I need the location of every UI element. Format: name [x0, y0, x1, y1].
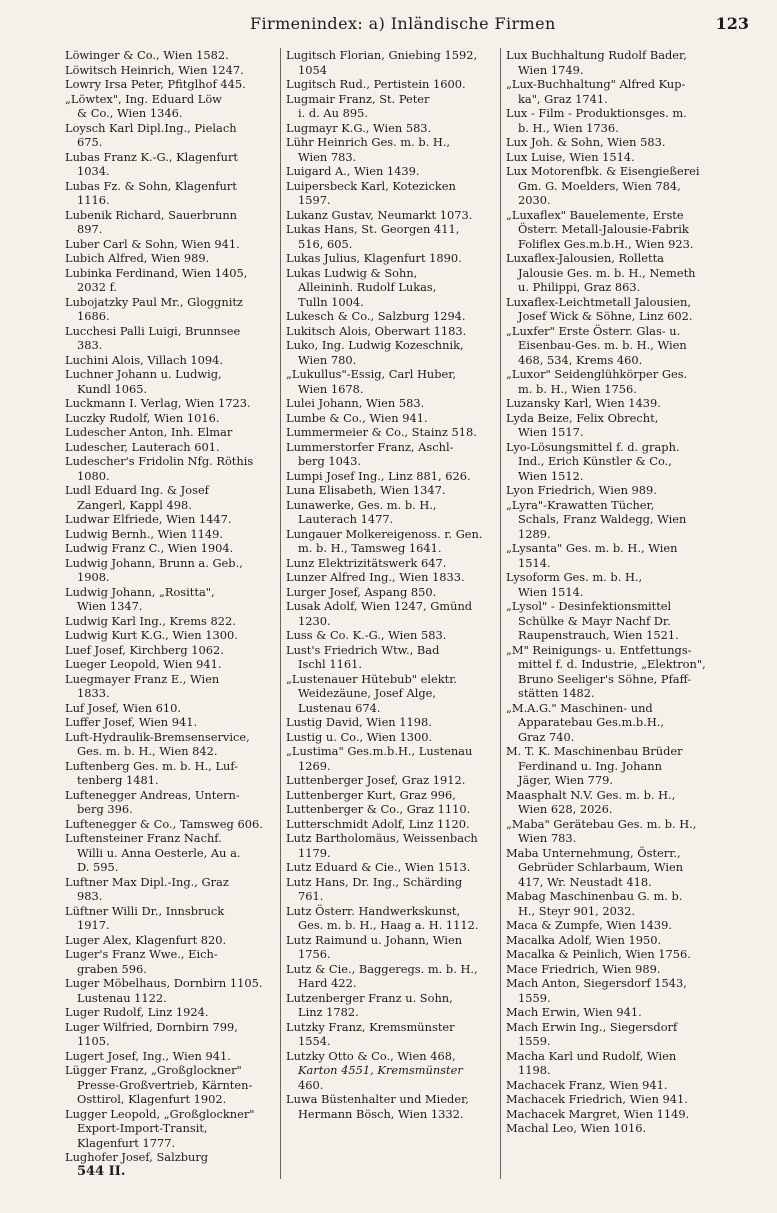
index-entry-line: Lubinka Ferdinand, Wien 1405,: [65, 265, 248, 280]
index-entry-line: Lughofer Josef, Salzburg: [65, 1150, 209, 1164]
index-entry-line: Schülke & Mayr Nachf Dr.: [518, 613, 671, 628]
index-entry-line: Kundl 1065.: [77, 381, 148, 396]
index-entry-line: Lutzky Otto & Co., Wien 468,: [286, 1048, 456, 1063]
index-entry-line: Luko, Ing. Ludwig Kozeschnik,: [286, 338, 464, 352]
index-entry-line: b. H., Wien 1736.: [518, 120, 619, 135]
page-header: [60, 8, 757, 48]
index-entry-line: Ludwig Johann, Brunn a. Geb.,: [65, 555, 243, 570]
index-entry-line: 1756.: [298, 947, 331, 961]
index-entry-line: Luttenberger & Co., Graz 1110.: [286, 802, 471, 816]
index-entry-line: „Maba" Gerätebau Ges. m. b. H.,: [506, 816, 697, 831]
index-entry-line: Lubich Alfred, Wien 989.: [65, 251, 210, 265]
index-entry-line: Lugmayr K.G., Wien 583.: [286, 120, 432, 135]
index-entry-line: Lutzky Franz, Kremsmünster: [286, 1019, 455, 1034]
index-entry-line: Lunz Elektrizitätswerk 647.: [286, 555, 447, 570]
index-entry-line: Lunzer Alfred Ing., Wien 1833.: [286, 570, 465, 584]
index-entry-line: 2032 f.: [77, 280, 118, 294]
index-entry-line: 1597.: [298, 193, 331, 207]
index-entry-line: Ges. m. b. H., Haag a. H. 1112.: [298, 918, 479, 932]
index-entry-line: 516, 605.: [298, 236, 353, 251]
index-entry-line: Lubenik Richard, Sauerbrunn: [65, 207, 237, 222]
index-entry-line: „Lysol" - Desinfektionsmittel: [506, 599, 672, 613]
index-entry-line: Lutz Eduard & Cie., Wien 1513.: [286, 860, 471, 874]
index-entry-line: Luftenegger & Co., Tamsweg 606.: [65, 816, 263, 831]
index-entry-line: Ludwig Bernh., Wien 1149.: [65, 526, 224, 541]
index-entry-line: Luxaflex-Leichtmetall Jalousien,: [506, 294, 691, 309]
index-entry-line: Lux Luise, Wien 1514.: [506, 149, 635, 164]
index-entry-line: Tulln 1004.: [298, 294, 364, 309]
index-entry-line: Machacek Franz, Wien 941.: [506, 1077, 668, 1092]
index-entry-line: Lukas Julius, Klagenfurt 1890.: [286, 251, 462, 265]
index-entry-line: Lutz & Cie., Baggeregs. m. b. H.,: [286, 961, 478, 976]
index-entry-line: Ludwig Kurt K.G., Wien 1300.: [65, 628, 238, 642]
index-entry-line: Lyon Friedrich, Wien 989.: [506, 483, 657, 497]
index-entry-line: Klagenfurt 1777.: [77, 1135, 176, 1150]
index-entry-line: 1917.: [77, 918, 110, 932]
index-entry-line: Lukas Ludwig & Sohn,: [286, 265, 418, 280]
index-entry-line: Raupenstrauch, Wien 1521.: [518, 628, 679, 642]
index-entry-line: Lyda Beize, Felix Obrecht,: [506, 410, 659, 425]
index-entry-line: Jalousie Ges. m. b. H., Nemeth: [518, 265, 696, 280]
index-entry-line: Ludescher, Lauterach 601.: [65, 439, 220, 454]
index-entry-line: Graz 740.: [518, 729, 575, 744]
index-entry-line: Lummerstorfer Franz, Aschl-: [286, 439, 454, 454]
index-entry-line: Lutz Raimund u. Johann, Wien: [286, 932, 463, 947]
index-entry-line: Luxaflex-Jalousien, Rolletta: [506, 251, 664, 265]
index-entry-line: berg 1043.: [298, 454, 361, 468]
index-entry-line: 1230.: [298, 613, 331, 628]
index-entry-line: stätten 1482.: [518, 686, 595, 700]
index-entry-line: Lugert Josef, Ing., Wien 941.: [65, 1048, 231, 1063]
index-entry-line: Luttenberger Kurt, Graz 996,: [286, 787, 456, 802]
index-entry-line: Lysoform Ges. m. b. H.,: [506, 570, 643, 584]
index-entry-line: Luef Josef, Kirchberg 1062.: [65, 642, 224, 657]
index-entry-line: Bruno Seeliger's Söhne, Pfaff-: [518, 671, 692, 686]
index-entry-line: Lugitsch Florian, Gniebing 1592,: [286, 48, 478, 62]
index-entry-line: Luffer Josef, Wien 941.: [65, 715, 198, 729]
index-entry-line: Zangerl, Kappl 498.: [77, 497, 192, 512]
index-entry-line: Wien 628, 2026.: [518, 802, 613, 816]
index-entry-line: Lux Motorenfbk. & Eisengießerei: [506, 164, 700, 178]
index-entry-line: Lugger Leopold, „Großglockner": [65, 1106, 255, 1121]
index-entry-line: Macalka Adolf, Wien 1950.: [506, 932, 662, 947]
index-entry-line: Lüftner Willi Dr., Innsbruck: [65, 903, 225, 918]
index-entry-line: Luber Carl & Sohn, Wien 941.: [65, 236, 240, 251]
index-entry-line: Luger Wilfried, Dornbirn 799,: [65, 1019, 238, 1034]
index-entry-line: 1289.: [518, 526, 551, 541]
index-entry-line: Linz 1782.: [298, 1005, 359, 1019]
index-entry-line: Maca & Zumpfe, Wien 1439.: [506, 918, 673, 932]
index-entry-line: Gm. G. Moelders, Wien 784,: [518, 178, 681, 193]
index-entry-line: Ludescher's Fridolin Nfg. Röthis: [65, 454, 254, 468]
index-entry-line: 1908.: [77, 570, 110, 584]
index-entry-line: Lugmair Franz, St. Peter: [286, 91, 430, 106]
index-entry-line: „Luxor" Seidenglühkörper Ges.: [506, 367, 688, 381]
index-entry-line: „Löwtex", Ing. Eduard Löw: [65, 91, 222, 106]
index-entry-line: Luf Josef, Wien 610.: [65, 700, 182, 715]
index-entry-line: Osttirol, Klagenfurt 1902.: [77, 1092, 227, 1106]
index-entry-line: Wien 1512.: [518, 468, 584, 483]
index-entry-line: Jäger, Wien 779.: [518, 773, 614, 787]
index-entry-line: Hermann Bösch, Wien 1332.: [298, 1106, 464, 1121]
index-entry-line: Mace Friedrich, Wien 989.: [506, 961, 661, 976]
index-entry-line: Lühr Heinrich Ges. m. b. H.,: [286, 135, 451, 149]
index-entry-line: Luna Elisabeth, Wien 1347.: [286, 483, 446, 497]
index-entry-line: Wien 1347.: [77, 599, 143, 613]
index-entry-line: Lust's Friedrich Wtw., Bad: [286, 642, 440, 657]
index-entry-line: 1105.: [77, 1034, 110, 1048]
index-entry-line: Lyo-Lösungsmittel f. d. graph.: [506, 439, 680, 454]
index-entry-line: Ischl 1161.: [298, 657, 362, 671]
index-entry-line: Lunawerke, Ges. m. b. H.,: [286, 497, 437, 512]
index-entry-line: Karton 4551, Kremsmünster: [298, 1063, 463, 1077]
index-entry-line: Apparatebau Ges.m.b.H.,: [518, 715, 665, 729]
index-entry-line: 1559.: [518, 1034, 551, 1048]
index-entry-line: Lügger Franz, „Großglockner": [65, 1063, 242, 1077]
index-entry-line: 761.: [298, 889, 324, 903]
index-entry-line: Luftner Max Dipl.-Ing., Graz: [65, 874, 229, 889]
index-entry-line: Gebrüder Schlarbaum, Wien: [518, 860, 684, 874]
index-entry-line: Presse-Großvertrieb, Kärnten-: [77, 1077, 253, 1092]
index-entry-line: tenberg 1481.: [77, 773, 159, 787]
index-entry-line: m. b. H., Wien 1756.: [518, 381, 637, 396]
index-entry-line: „Lukullus"-Essig, Carl Huber,: [286, 367, 457, 381]
index-entry-line: Maasphalt N.V. Ges. m. b. H.,: [506, 787, 676, 802]
index-column-3: [500, 48, 721, 1179]
index-entry-line: „Lux-Buchhaltung" Alfred Kup-: [506, 77, 686, 91]
index-entry-line: Lumbe & Co., Wien 941.: [286, 410, 428, 425]
index-entry-line: Lutz Österr. Handwerkskunst,: [286, 903, 461, 918]
index-entry-line: 1554.: [298, 1034, 331, 1048]
index-entry-line: Lux - Film - Produktionsges. m.: [506, 106, 687, 120]
index-entry-line: 383.: [77, 338, 103, 352]
index-entry-line: Machacek Margret, Wien 1149.: [506, 1106, 690, 1121]
index-entry-line: Lubojatzky Paul Mr., Gloggnitz: [65, 294, 243, 309]
index-entry-line: Lugitsch Rud., Pertistein 1600.: [286, 77, 466, 91]
index-entry-line: Lueger Leopold, Wien 941.: [65, 657, 222, 671]
index-entry-line: Österr. Metall-Jalousie-Fabrik: [518, 222, 689, 236]
index-entry-line: 544 II.: [77, 1164, 126, 1179]
index-entry-line: 1080.: [77, 468, 110, 483]
index-entry-line: Lukanz Gustav, Neumarkt 1073.: [286, 207, 473, 222]
index-entry-line: Foliflex Ges.m.b.H., Wien 923.: [518, 236, 694, 251]
index-entry-line: Lutterschmidt Adolf, Linz 1120.: [286, 816, 470, 831]
index-entry-line: 1179.: [298, 845, 331, 860]
index-entry-line: „M.A.G." Maschinen- und: [506, 700, 653, 715]
index-entry-line: Wien 1678.: [298, 381, 364, 396]
index-entry-line: i. d. Au 895.: [298, 106, 368, 120]
index-entry-line: Schals, Franz Waldegg, Wien: [518, 512, 687, 526]
index-entry-line: Lutz Hans, Dr. Ing., Schärding: [286, 874, 463, 889]
index-entry-line: Löwitsch Heinrich, Wien 1247.: [65, 62, 244, 77]
index-entry-line: Ludl Eduard Ing. & Josef: [65, 483, 209, 497]
index-entry-line: Lukas Hans, St. Georgen 411,: [286, 222, 460, 236]
index-entry-line: „Lyra"-Krawatten Tücher,: [506, 497, 655, 512]
index-entry-line: Lutzenberger Franz u. Sohn,: [286, 990, 453, 1005]
index-entry-line: 468, 534, Krems 460.: [518, 352, 643, 367]
index-entry-line: Luger Rudolf, Linz 1924.: [65, 1005, 209, 1019]
index-entry-line: Lustig David, Wien 1198.: [286, 715, 432, 729]
index-entry-line: Ludwig Johann, „Rositta",: [65, 584, 215, 599]
index-entry-line: Luftenegger Andreas, Untern-: [65, 787, 240, 802]
index-entry-line: Lukesch & Co., Salzburg 1294.: [286, 309, 466, 323]
index-entry-line: Hard 422.: [298, 976, 357, 990]
index-column-1: [60, 48, 278, 1179]
index-entry-line: Machal Leo, Wien 1016.: [506, 1121, 647, 1135]
index-entry-line: Lustig u. Co., Wien 1300.: [286, 729, 433, 744]
index-entry-line: Luger Alex, Klagenfurt 820.: [65, 932, 227, 947]
index-entry-line: 1559.: [518, 990, 551, 1005]
index-entry-line: Loysch Karl Dipl.Ing., Pielach: [65, 120, 237, 135]
index-entry-line: Wien 783.: [518, 831, 577, 845]
index-entry-line: Luttenberger Josef, Graz 1912.: [286, 773, 466, 787]
index-entry-line: Lusak Adolf, Wien 1247, Gmünd: [286, 599, 473, 613]
index-entry-line: Lustenau 1122.: [77, 990, 167, 1005]
index-entry-line: „M" Reinigungs- u. Entfettungs-: [506, 642, 692, 657]
index-entry-line: „Lustima" Ges.m.b.H., Lustenau: [286, 744, 473, 758]
index-entry-line: 460.: [298, 1077, 324, 1092]
index-entry-line: Luger's Franz Wwe., Eich-: [65, 947, 218, 961]
index-entry-line: Wien 1749.: [518, 62, 584, 77]
page-number: 123: [715, 14, 749, 33]
index-entry-line: Löwinger & Co., Wien 1582.: [65, 48, 229, 62]
index-entry-line: Luchini Alois, Villach 1094.: [65, 352, 224, 367]
index-entry-line: Maba Unternehmung, Österr.,: [506, 845, 681, 860]
index-entry-line: Lauterach 1477.: [298, 512, 394, 526]
index-entry-line: 1034.: [77, 164, 110, 178]
index-entry-line: 675.: [77, 135, 103, 149]
index-entry-line: graben 596.: [77, 961, 147, 976]
index-entry-line: Mach Erwin Ing., Siegersdorf: [506, 1019, 678, 1034]
index-entry-line: Luzansky Karl, Wien 1439.: [506, 396, 661, 410]
index-entry-line: Lukitsch Alois, Oberwart 1183.: [286, 323, 467, 338]
index-entry-line: Ludescher Anton, Inh. Elmar: [65, 425, 233, 439]
index-entry-line: Eisenbau-Ges. m. b. H., Wien: [518, 338, 687, 352]
index-entry-line: Wien 1514.: [518, 584, 584, 599]
index-entry-line: 1198.: [518, 1063, 551, 1077]
index-entry-line: 897.: [77, 222, 103, 236]
index-entry-line: Luss & Co. K.-G., Wien 583.: [286, 628, 447, 642]
index-entry-line: M. T. K. Maschinenbau Brüder: [506, 744, 683, 758]
index-entry-line: 2030.: [518, 193, 551, 207]
index-entry-line: Weidezäune, Josef Alge,: [298, 686, 437, 700]
index-entry-line: Luftensteiner Franz Nachf.: [65, 831, 222, 845]
index-entry-line: Mach Erwin, Wien 941.: [506, 1005, 642, 1019]
index-entry-line: Lungauer Molkereigenoss. r. Gen.: [286, 526, 483, 541]
index-entry-line: Lubas Fz. & Sohn, Klagenfurt: [65, 178, 237, 193]
index-entry-line: Lux Joh. & Sohn, Wien 583.: [506, 135, 666, 149]
index-entry-line: mittel f. d. Industrie, „Elektron",: [518, 657, 706, 671]
index-entry-line: „Lysanta" Ges. m. b. H., Wien: [506, 541, 678, 555]
index-entry-line: Luger Möbelhaus, Dornbirn 1105.: [65, 976, 263, 990]
index-entry-line: Lowry Irsa Peter, Pfitglhof 445.: [65, 77, 246, 91]
index-entry-line: Luegmayer Franz E., Wien: [65, 671, 220, 686]
index-entry-line: ka", Graz 1741.: [518, 91, 608, 106]
index-entry-line: Lutz Bartholomäus, Weissenbach: [286, 831, 478, 845]
index-entry-line: Ludwig Franz C., Wien 1904.: [65, 541, 234, 555]
index-entry-line: Luwa Büstenhalter und Mieder,: [286, 1092, 469, 1106]
index-entry-line: m. b. H., Tamsweg 1641.: [298, 541, 442, 555]
index-entry-line: Ludwig Karl Ing., Krems 822.: [65, 613, 236, 628]
index-entry-line: Lulei Johann, Wien 583.: [286, 396, 425, 410]
index-entry-line: Ind., Erich Künstler & Co.,: [518, 454, 672, 468]
index-entry-line: Ludwar Elfriede, Wien 1447.: [65, 512, 232, 526]
index-entry-line: Wien 780.: [298, 352, 357, 367]
index-entry-line: Luigard A., Wien 1439.: [286, 164, 420, 178]
index-entry-line: Luipersbeck Karl, Kotezicken: [286, 178, 456, 193]
index-entry-line: 1833.: [77, 686, 110, 700]
index-entry-line: Mach Anton, Siegersdorf 1543,: [506, 976, 687, 990]
index-entry-line: 417, Wr. Neustadt 418.: [518, 874, 652, 889]
index-entry-line: Lustenau 674.: [298, 700, 381, 715]
index-entry-line: Macalka & Peinlich, Wien 1756.: [506, 947, 691, 961]
index-entry-line: Lubas Franz K.-G., Klagenfurt: [65, 149, 238, 164]
index-entry-line: Luchner Johann u. Ludwig,: [65, 367, 222, 381]
index-entry-line: Ges. m. b. H., Wien 842.: [77, 744, 218, 758]
index-entry-line: Luft-Hydraulik-Bremsenservice,: [65, 729, 250, 744]
index-entry-line: Lumpi Josef Ing., Linz 881, 626.: [286, 468, 471, 483]
index-entry-line: Lux Buchhaltung Rudolf Bader,: [506, 48, 687, 62]
index-entry-line: Mabag Maschinenbau G. m. b.: [506, 889, 683, 903]
index-entry-line: „Luxfer" Erste Österr. Glas- u.: [506, 323, 681, 338]
index-entry-line: Willi u. Anna Oesterle, Au a.: [77, 845, 241, 860]
index-entry-line: Machacek Friedrich, Wien 941.: [506, 1092, 688, 1106]
index-entry-line: Lucchesi Palli Luigi, Brunnsee: [65, 323, 241, 338]
index-entry-line: 983.: [77, 889, 103, 903]
index-entry-line: 1054: [298, 62, 327, 77]
index-entry-line: Lurger Josef, Aspang 850.: [286, 584, 437, 599]
index-entry-line: 1686.: [77, 309, 110, 323]
index-entry-line: u. Philippi, Graz 863.: [518, 280, 641, 294]
index-entry-line: D. 595.: [77, 860, 119, 874]
index-entry-line: Macha Karl und Rudolf, Wien: [506, 1048, 677, 1063]
index-entry-line: H., Steyr 901, 2032.: [518, 903, 636, 918]
index-entry-line: Export-Import-Transit,: [77, 1121, 208, 1135]
index-entry-line: Josef Wick & Söhne, Linz 602.: [518, 309, 693, 323]
index-entry-line: berg 396.: [77, 802, 133, 816]
index-entry-line: Alleininh. Rudolf Lukas,: [298, 280, 437, 294]
index-entry-line: „Luxaflex" Bauelemente, Erste: [506, 207, 684, 222]
index-entry-line: 1116.: [77, 193, 110, 207]
index-entry-line: Wien 783.: [298, 149, 357, 164]
index-entry-line: Luftenberg Ges. m. b. H., Luf-: [65, 758, 239, 773]
index-entry-line: Ferdinand u. Ing. Johann: [518, 758, 662, 773]
index-entry-line: 1514.: [518, 555, 551, 570]
index-entry-line: & Co., Wien 1346.: [77, 106, 183, 120]
page-title: Firmenindex: a) Inländische Firmen: [250, 14, 556, 33]
index-entry-line: „Lustenauer Hütebub" elektr.: [286, 671, 458, 686]
index-entry-line: Lummermeier & Co., Stainz 518.: [286, 425, 477, 439]
index-entry-line: Luckmann I. Verlag, Wien 1723.: [65, 396, 251, 410]
index-columns: [60, 48, 757, 1179]
index-entry-line: 1269.: [298, 758, 331, 773]
index-entry-line: Wien 1517.: [518, 425, 584, 439]
index-column-2: [280, 48, 498, 1179]
index-entry-line: Luczky Rudolf, Wien 1016.: [65, 410, 220, 425]
